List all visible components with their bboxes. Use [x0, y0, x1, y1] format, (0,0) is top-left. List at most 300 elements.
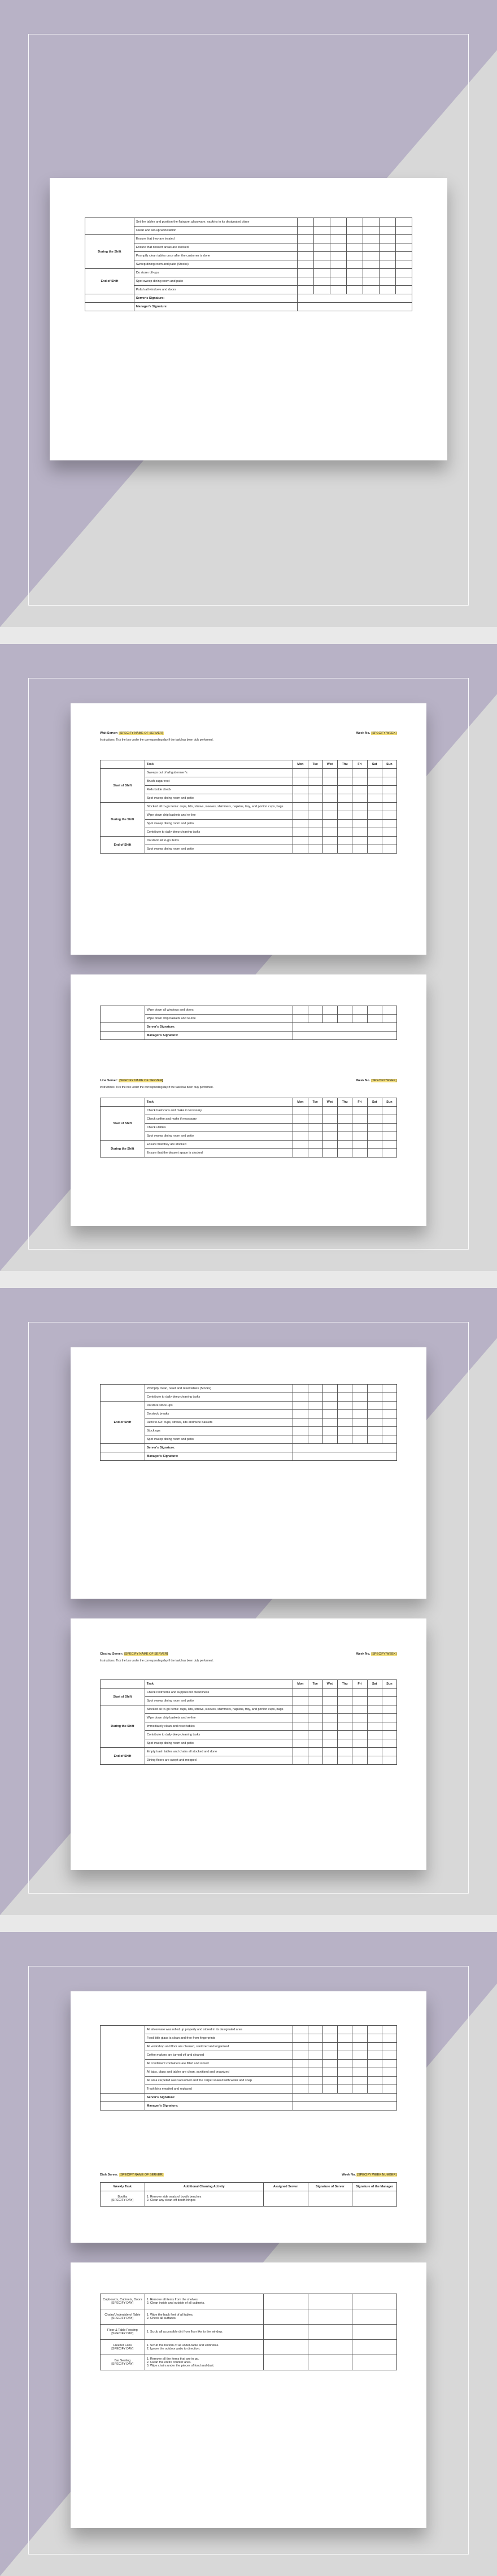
- checkbox-cell[interactable]: [382, 1015, 396, 1023]
- checkbox-cell[interactable]: [396, 243, 412, 252]
- checkbox-cell[interactable]: [352, 2026, 367, 2034]
- server-signature-field[interactable]: [308, 2355, 352, 2370]
- checkbox-cell[interactable]: [308, 1418, 322, 1427]
- checkbox-cell[interactable]: [352, 1748, 367, 1756]
- checkbox-cell[interactable]: [338, 1739, 352, 1748]
- checkbox-cell[interactable]: [293, 777, 308, 786]
- checkbox-cell[interactable]: [347, 227, 363, 235]
- checkbox-cell[interactable]: [382, 1385, 396, 1393]
- checkbox-cell[interactable]: [322, 1722, 337, 1731]
- checkbox-cell[interactable]: [382, 1714, 396, 1722]
- checkbox-cell[interactable]: [293, 1132, 308, 1141]
- checkbox-cell[interactable]: [382, 1689, 396, 1697]
- checkbox-cell[interactable]: [322, 811, 337, 820]
- checkbox-cell[interactable]: [367, 845, 382, 854]
- signature-field[interactable]: [293, 1452, 397, 1461]
- checkbox-cell[interactable]: [322, 2026, 337, 2034]
- checkbox-cell[interactable]: [380, 260, 396, 269]
- checkbox-cell[interactable]: [367, 1006, 382, 1015]
- checkbox-cell[interactable]: [382, 1427, 396, 1435]
- checkbox-cell[interactable]: [308, 1132, 322, 1141]
- checkbox-cell[interactable]: [338, 2077, 352, 2085]
- checkbox-cell[interactable]: [322, 1731, 337, 1739]
- checkbox-cell[interactable]: [347, 260, 363, 269]
- assigned-server-field[interactable]: [263, 2325, 308, 2340]
- checkbox-cell[interactable]: [322, 1141, 337, 1149]
- checkbox-cell[interactable]: [314, 227, 330, 235]
- checkbox-cell[interactable]: [293, 1393, 308, 1402]
- checkbox-cell[interactable]: [330, 286, 347, 294]
- checkbox-cell[interactable]: [352, 1427, 367, 1435]
- checkbox-cell[interactable]: [293, 2034, 308, 2043]
- checkbox-cell[interactable]: [380, 218, 396, 227]
- checkbox-cell[interactable]: [367, 1722, 382, 1731]
- checkbox-cell[interactable]: [293, 811, 308, 820]
- manager-signature-field[interactable]: [352, 2191, 397, 2207]
- checkbox-cell[interactable]: [367, 2051, 382, 2060]
- checkbox-cell[interactable]: [367, 1124, 382, 1132]
- checkbox-cell[interactable]: [382, 1722, 396, 1731]
- checkbox-cell[interactable]: [382, 1149, 396, 1158]
- checkbox-cell[interactable]: [382, 1124, 396, 1132]
- checkbox-cell[interactable]: [338, 1141, 352, 1149]
- checkbox-cell[interactable]: [293, 1705, 308, 1714]
- checkbox-cell[interactable]: [308, 777, 322, 786]
- signature-field[interactable]: [293, 1023, 397, 1032]
- checkbox-cell[interactable]: [308, 837, 322, 845]
- checkbox-cell[interactable]: [363, 269, 380, 277]
- checkbox-cell[interactable]: [352, 1410, 367, 1418]
- checkbox-cell[interactable]: [293, 2060, 308, 2068]
- assigned-server-field[interactable]: [263, 2309, 308, 2325]
- checkbox-cell[interactable]: [298, 286, 314, 294]
- checkbox-cell[interactable]: [367, 1410, 382, 1418]
- checkbox-cell[interactable]: [352, 1115, 367, 1124]
- checkbox-cell[interactable]: [338, 845, 352, 854]
- checkbox-cell[interactable]: [338, 1714, 352, 1722]
- checkbox-cell[interactable]: [367, 1149, 382, 1158]
- checkbox-cell[interactable]: [308, 1714, 322, 1722]
- checkbox-cell[interactable]: [367, 1689, 382, 1697]
- checkbox-cell[interactable]: [382, 837, 396, 845]
- checkbox-cell[interactable]: [367, 1731, 382, 1739]
- checkbox-cell[interactable]: [338, 2034, 352, 2043]
- checkbox-cell[interactable]: [293, 1141, 308, 1149]
- server-signature-field[interactable]: [308, 2191, 352, 2207]
- checkbox-cell[interactable]: [322, 794, 337, 803]
- checkbox-cell[interactable]: [352, 811, 367, 820]
- server-signature-field[interactable]: [308, 2340, 352, 2355]
- checkbox-cell[interactable]: [352, 1006, 367, 1015]
- checkbox-cell[interactable]: [293, 1427, 308, 1435]
- checkbox-cell[interactable]: [293, 828, 308, 837]
- checkbox-cell[interactable]: [338, 811, 352, 820]
- checkbox-cell[interactable]: [352, 1722, 367, 1731]
- checkbox-cell[interactable]: [352, 1689, 367, 1697]
- checkbox-cell[interactable]: [363, 286, 380, 294]
- checkbox-cell[interactable]: [382, 803, 396, 811]
- checkbox-cell[interactable]: [367, 1756, 382, 1765]
- checkbox-cell[interactable]: [330, 235, 347, 243]
- checkbox-cell[interactable]: [298, 243, 314, 252]
- checkbox-cell[interactable]: [308, 2026, 322, 2034]
- checkbox-cell[interactable]: [382, 1115, 396, 1124]
- checkbox-cell[interactable]: [338, 777, 352, 786]
- checkbox-cell[interactable]: [352, 828, 367, 837]
- checkbox-cell[interactable]: [382, 1697, 396, 1705]
- checkbox-cell[interactable]: [338, 2043, 352, 2051]
- checkbox-cell[interactable]: [367, 803, 382, 811]
- checkbox-cell[interactable]: [382, 2034, 396, 2043]
- checkbox-cell[interactable]: [380, 252, 396, 260]
- checkbox-cell[interactable]: [380, 227, 396, 235]
- checkbox-cell[interactable]: [293, 1697, 308, 1705]
- checkbox-cell[interactable]: [308, 1141, 322, 1149]
- checkbox-cell[interactable]: [352, 1124, 367, 1132]
- checkbox-cell[interactable]: [293, 2043, 308, 2051]
- checkbox-cell[interactable]: [367, 1705, 382, 1714]
- checkbox-cell[interactable]: [338, 1697, 352, 1705]
- checkbox-cell[interactable]: [322, 2068, 337, 2077]
- server-signature-field[interactable]: [308, 2294, 352, 2309]
- checkbox-cell[interactable]: [308, 1739, 322, 1748]
- checkbox-cell[interactable]: [293, 769, 308, 777]
- checkbox-cell[interactable]: [382, 845, 396, 854]
- checkbox-cell[interactable]: [347, 269, 363, 277]
- checkbox-cell[interactable]: [382, 1418, 396, 1427]
- checkbox-cell[interactable]: [293, 1006, 308, 1015]
- checkbox-cell[interactable]: [298, 227, 314, 235]
- checkbox-cell[interactable]: [352, 2068, 367, 2077]
- checkbox-cell[interactable]: [382, 1006, 396, 1015]
- checkbox-cell[interactable]: [308, 820, 322, 828]
- checkbox-cell[interactable]: [322, 1418, 337, 1427]
- checkbox-cell[interactable]: [330, 260, 347, 269]
- checkbox-cell[interactable]: [382, 828, 396, 837]
- checkbox-cell[interactable]: [367, 820, 382, 828]
- checkbox-cell[interactable]: [314, 218, 330, 227]
- checkbox-cell[interactable]: [322, 1402, 337, 1410]
- checkbox-cell[interactable]: [367, 1739, 382, 1748]
- checkbox-cell[interactable]: [347, 286, 363, 294]
- checkbox-cell[interactable]: [293, 2068, 308, 2077]
- checkbox-cell[interactable]: [338, 1149, 352, 1158]
- checkbox-cell[interactable]: [293, 837, 308, 845]
- checkbox-cell[interactable]: [352, 1705, 367, 1714]
- checkbox-cell[interactable]: [352, 845, 367, 854]
- checkbox-cell[interactable]: [382, 769, 396, 777]
- checkbox-cell[interactable]: [322, 837, 337, 845]
- signature-field[interactable]: [293, 2102, 397, 2111]
- checkbox-cell[interactable]: [367, 1141, 382, 1149]
- checkbox-cell[interactable]: [352, 2051, 367, 2060]
- checkbox-cell[interactable]: [338, 1410, 352, 1418]
- checkbox-cell[interactable]: [330, 277, 347, 286]
- checkbox-cell[interactable]: [338, 1402, 352, 1410]
- checkbox-cell[interactable]: [382, 1402, 396, 1410]
- checkbox-cell[interactable]: [293, 1722, 308, 1731]
- checkbox-cell[interactable]: [382, 1731, 396, 1739]
- checkbox-cell[interactable]: [380, 277, 396, 286]
- checkbox-cell[interactable]: [382, 811, 396, 820]
- checkbox-cell[interactable]: [308, 803, 322, 811]
- checkbox-cell[interactable]: [293, 1410, 308, 1418]
- checkbox-cell[interactable]: [352, 794, 367, 803]
- checkbox-cell[interactable]: [338, 1748, 352, 1756]
- checkbox-cell[interactable]: [322, 1689, 337, 1697]
- checkbox-cell[interactable]: [322, 1705, 337, 1714]
- checkbox-cell[interactable]: [338, 1124, 352, 1132]
- checkbox-cell[interactable]: [382, 2026, 396, 2034]
- checkbox-cell[interactable]: [314, 243, 330, 252]
- checkbox-cell[interactable]: [293, 786, 308, 794]
- checkbox-cell[interactable]: [338, 1705, 352, 1714]
- checkbox-cell[interactable]: [352, 1149, 367, 1158]
- checkbox-cell[interactable]: [363, 252, 380, 260]
- checkbox-cell[interactable]: [347, 252, 363, 260]
- checkbox-cell[interactable]: [308, 786, 322, 794]
- checkbox-cell[interactable]: [308, 2051, 322, 2060]
- checkbox-cell[interactable]: [293, 1731, 308, 1739]
- signature-field[interactable]: [293, 1032, 397, 1040]
- checkbox-cell[interactable]: [322, 1149, 337, 1158]
- checkbox-cell[interactable]: [293, 1385, 308, 1393]
- checkbox-cell[interactable]: [396, 218, 412, 227]
- checkbox-cell[interactable]: [322, 1756, 337, 1765]
- checkbox-cell[interactable]: [352, 1015, 367, 1023]
- checkbox-cell[interactable]: [382, 1393, 396, 1402]
- checkbox-cell[interactable]: [380, 243, 396, 252]
- checkbox-cell[interactable]: [338, 1015, 352, 1023]
- checkbox-cell[interactable]: [338, 2085, 352, 2094]
- checkbox-cell[interactable]: [308, 769, 322, 777]
- checkbox-cell[interactable]: [367, 794, 382, 803]
- checkbox-cell[interactable]: [396, 277, 412, 286]
- checkbox-cell[interactable]: [367, 1385, 382, 1393]
- checkbox-cell[interactable]: [338, 1756, 352, 1765]
- checkbox-cell[interactable]: [330, 243, 347, 252]
- checkbox-cell[interactable]: [293, 1402, 308, 1410]
- checkbox-cell[interactable]: [367, 2026, 382, 2034]
- checkbox-cell[interactable]: [396, 227, 412, 235]
- checkbox-cell[interactable]: [322, 2043, 337, 2051]
- checkbox-cell[interactable]: [314, 269, 330, 277]
- checkbox-cell[interactable]: [363, 218, 380, 227]
- checkbox-cell[interactable]: [308, 1731, 322, 1739]
- checkbox-cell[interactable]: [293, 1418, 308, 1427]
- checkbox-cell[interactable]: [322, 1107, 337, 1115]
- checkbox-cell[interactable]: [352, 1132, 367, 1141]
- checkbox-cell[interactable]: [367, 2060, 382, 2068]
- checkbox-cell[interactable]: [367, 1393, 382, 1402]
- checkbox-cell[interactable]: [298, 218, 314, 227]
- checkbox-cell[interactable]: [367, 2068, 382, 2077]
- checkbox-cell[interactable]: [352, 1418, 367, 1427]
- checkbox-cell[interactable]: [308, 1705, 322, 1714]
- checkbox-cell[interactable]: [308, 1015, 322, 1023]
- checkbox-cell[interactable]: [330, 227, 347, 235]
- checkbox-cell[interactable]: [322, 2077, 337, 2085]
- checkbox-cell[interactable]: [330, 252, 347, 260]
- checkbox-cell[interactable]: [308, 845, 322, 854]
- checkbox-cell[interactable]: [382, 2068, 396, 2077]
- checkbox-cell[interactable]: [367, 769, 382, 777]
- checkbox-cell[interactable]: [382, 1748, 396, 1756]
- checkbox-cell[interactable]: [308, 1124, 322, 1132]
- checkbox-cell[interactable]: [293, 803, 308, 811]
- checkbox-cell[interactable]: [308, 2068, 322, 2077]
- checkbox-cell[interactable]: [338, 2051, 352, 2060]
- checkbox-cell[interactable]: [367, 2043, 382, 2051]
- checkbox-cell[interactable]: [308, 2060, 322, 2068]
- checkbox-cell[interactable]: [396, 286, 412, 294]
- checkbox-cell[interactable]: [308, 1006, 322, 1015]
- checkbox-cell[interactable]: [363, 260, 380, 269]
- checkbox-cell[interactable]: [338, 1731, 352, 1739]
- checkbox-cell[interactable]: [338, 2060, 352, 2068]
- checkbox-cell[interactable]: [330, 218, 347, 227]
- checkbox-cell[interactable]: [352, 2060, 367, 2068]
- checkbox-cell[interactable]: [367, 777, 382, 786]
- checkbox-cell[interactable]: [293, 1107, 308, 1115]
- checkbox-cell[interactable]: [293, 1015, 308, 1023]
- checkbox-cell[interactable]: [352, 769, 367, 777]
- checkbox-cell[interactable]: [352, 1141, 367, 1149]
- checkbox-cell[interactable]: [338, 1385, 352, 1393]
- checkbox-cell[interactable]: [352, 2034, 367, 2043]
- checkbox-cell[interactable]: [352, 1697, 367, 1705]
- checkbox-cell[interactable]: [293, 1149, 308, 1158]
- checkbox-cell[interactable]: [293, 1115, 308, 1124]
- manager-signature-field[interactable]: [352, 2294, 397, 2309]
- checkbox-cell[interactable]: [363, 235, 380, 243]
- checkbox-cell[interactable]: [352, 803, 367, 811]
- checkbox-cell[interactable]: [367, 1132, 382, 1141]
- checkbox-cell[interactable]: [338, 1006, 352, 1015]
- checkbox-cell[interactable]: [293, 1689, 308, 1697]
- checkbox-cell[interactable]: [338, 828, 352, 837]
- checkbox-cell[interactable]: [322, 1410, 337, 1418]
- signature-field[interactable]: [293, 1444, 397, 1452]
- checkbox-cell[interactable]: [382, 1107, 396, 1115]
- checkbox-cell[interactable]: [308, 1393, 322, 1402]
- checkbox-cell[interactable]: [382, 786, 396, 794]
- checkbox-cell[interactable]: [396, 260, 412, 269]
- checkbox-cell[interactable]: [322, 803, 337, 811]
- checkbox-cell[interactable]: [293, 1714, 308, 1722]
- checkbox-cell[interactable]: [293, 794, 308, 803]
- checkbox-cell[interactable]: [308, 1748, 322, 1756]
- checkbox-cell[interactable]: [338, 1132, 352, 1141]
- signature-field[interactable]: [293, 2094, 397, 2102]
- checkbox-cell[interactable]: [338, 1115, 352, 1124]
- checkbox-cell[interactable]: [322, 1124, 337, 1132]
- checkbox-cell[interactable]: [298, 252, 314, 260]
- checkbox-cell[interactable]: [382, 777, 396, 786]
- checkbox-cell[interactable]: [322, 1748, 337, 1756]
- checkbox-cell[interactable]: [308, 1149, 322, 1158]
- checkbox-cell[interactable]: [308, 1402, 322, 1410]
- checkbox-cell[interactable]: [352, 1402, 367, 1410]
- checkbox-cell[interactable]: [352, 1435, 367, 1444]
- checkbox-cell[interactable]: [298, 235, 314, 243]
- checkbox-cell[interactable]: [308, 1107, 322, 1115]
- checkbox-cell[interactable]: [308, 1697, 322, 1705]
- checkbox-cell[interactable]: [367, 2077, 382, 2085]
- checkbox-cell[interactable]: [382, 2060, 396, 2068]
- checkbox-cell[interactable]: [352, 820, 367, 828]
- assigned-server-field[interactable]: [263, 2340, 308, 2355]
- checkbox-cell[interactable]: [347, 235, 363, 243]
- checkbox-cell[interactable]: [308, 1385, 322, 1393]
- checkbox-cell[interactable]: [322, 1385, 337, 1393]
- checkbox-cell[interactable]: [322, 845, 337, 854]
- checkbox-cell[interactable]: [308, 828, 322, 837]
- server-signature-field[interactable]: [308, 2325, 352, 2340]
- checkbox-cell[interactable]: [382, 1410, 396, 1418]
- checkbox-cell[interactable]: [298, 269, 314, 277]
- checkbox-cell[interactable]: [322, 786, 337, 794]
- checkbox-cell[interactable]: [338, 2068, 352, 2077]
- checkbox-cell[interactable]: [382, 1705, 396, 1714]
- checkbox-cell[interactable]: [308, 1427, 322, 1435]
- checkbox-cell[interactable]: [352, 786, 367, 794]
- checkbox-cell[interactable]: [352, 1731, 367, 1739]
- checkbox-cell[interactable]: [293, 2085, 308, 2094]
- checkbox-cell[interactable]: [338, 1722, 352, 1731]
- checkbox-cell[interactable]: [367, 1107, 382, 1115]
- checkbox-cell[interactable]: [293, 1435, 308, 1444]
- signature-field[interactable]: [298, 294, 412, 303]
- assigned-server-field[interactable]: [263, 2191, 308, 2207]
- checkbox-cell[interactable]: [352, 1107, 367, 1115]
- checkbox-cell[interactable]: [338, 1418, 352, 1427]
- manager-signature-field[interactable]: [352, 2355, 397, 2370]
- checkbox-cell[interactable]: [396, 269, 412, 277]
- checkbox-cell[interactable]: [382, 820, 396, 828]
- checkbox-cell[interactable]: [382, 1739, 396, 1748]
- checkbox-cell[interactable]: [382, 2051, 396, 2060]
- checkbox-cell[interactable]: [367, 1115, 382, 1124]
- assigned-server-field[interactable]: [263, 2355, 308, 2370]
- checkbox-cell[interactable]: [338, 2026, 352, 2034]
- checkbox-cell[interactable]: [314, 252, 330, 260]
- checkbox-cell[interactable]: [298, 260, 314, 269]
- checkbox-cell[interactable]: [308, 2043, 322, 2051]
- checkbox-cell[interactable]: [352, 2077, 367, 2085]
- checkbox-cell[interactable]: [382, 1435, 396, 1444]
- checkbox-cell[interactable]: [382, 1756, 396, 1765]
- checkbox-cell[interactable]: [338, 769, 352, 777]
- checkbox-cell[interactable]: [322, 1132, 337, 1141]
- checkbox-cell[interactable]: [338, 803, 352, 811]
- checkbox-cell[interactable]: [314, 235, 330, 243]
- checkbox-cell[interactable]: [396, 235, 412, 243]
- checkbox-cell[interactable]: [322, 777, 337, 786]
- checkbox-cell[interactable]: [322, 1739, 337, 1748]
- checkbox-cell[interactable]: [367, 1714, 382, 1722]
- checkbox-cell[interactable]: [293, 1124, 308, 1132]
- checkbox-cell[interactable]: [382, 2043, 396, 2051]
- checkbox-cell[interactable]: [382, 1141, 396, 1149]
- checkbox-cell[interactable]: [338, 837, 352, 845]
- checkbox-cell[interactable]: [338, 1427, 352, 1435]
- checkbox-cell[interactable]: [322, 1427, 337, 1435]
- checkbox-cell[interactable]: [293, 2026, 308, 2034]
- checkbox-cell[interactable]: [338, 794, 352, 803]
- checkbox-cell[interactable]: [293, 1756, 308, 1765]
- checkbox-cell[interactable]: [363, 243, 380, 252]
